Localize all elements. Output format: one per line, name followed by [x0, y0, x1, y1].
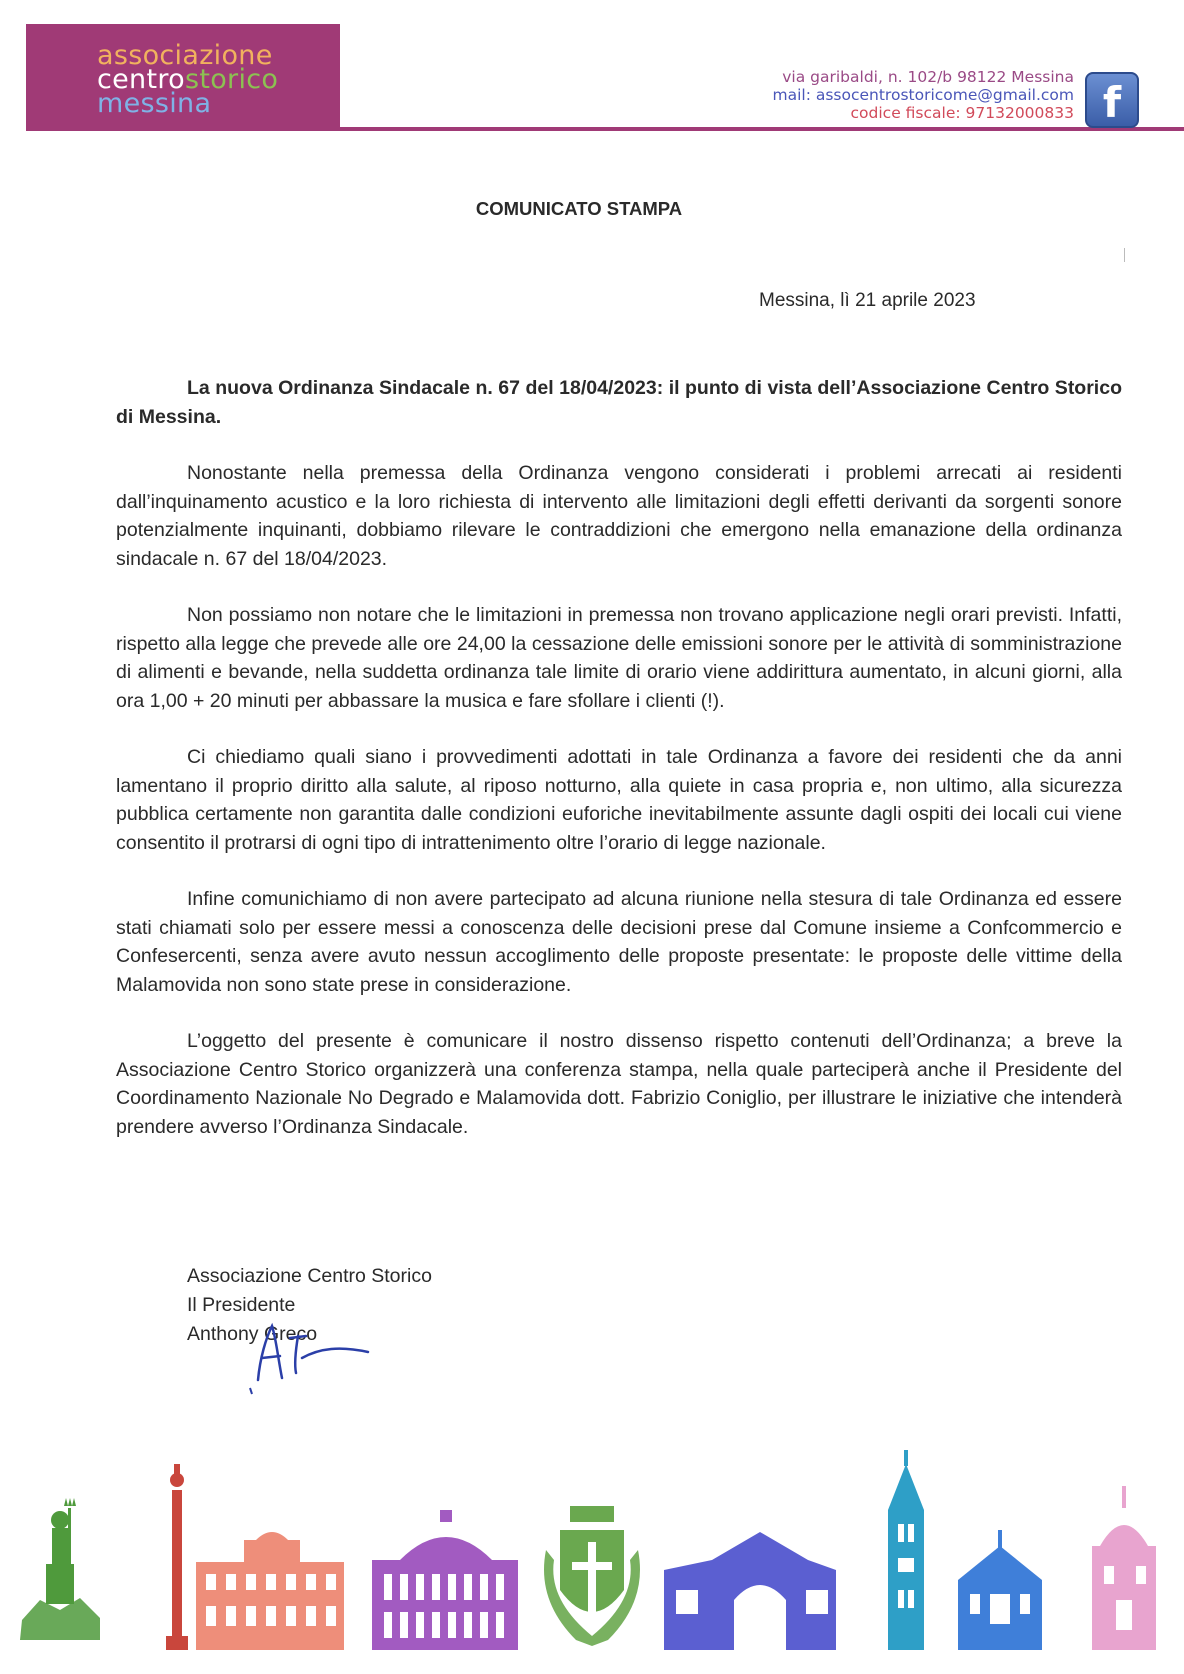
logo-line-3: messina	[97, 88, 212, 119]
skyline-coat-of-arms	[544, 1506, 640, 1646]
email-text: mail: assocentrostoricome@gmail.com	[772, 86, 1074, 104]
paragraph: Infine comunichiamo di non avere partecipato ad alcuna riunione nella stesura di tale Ordinanza ed essere stati chiamati solo per essere messi a conoscenza delle decisioni prese dal Comune insieme a Confcommercio e Confesercenti, senza avere avuto nessun accoglimento delle proposte presentate: le proposte delle vittime della Malamovida non sono state prese in considerazione.	[116, 888, 1122, 996]
skyline-palazzo	[196, 1532, 344, 1650]
skyline-column	[166, 1464, 188, 1650]
skyline-city-gate	[664, 1532, 836, 1650]
association-logo	[97, 40, 279, 119]
header-underline	[340, 127, 1184, 131]
skyline-illustration	[0, 1450, 1184, 1674]
skyline-rotunda	[372, 1510, 518, 1650]
skyline-neptune	[20, 1498, 100, 1640]
signature-name: Anthony Greco	[187, 1323, 318, 1345]
logo-line-1: associazione	[97, 40, 273, 71]
logo-line-2-b: storico	[184, 64, 279, 95]
scan-mark	[1124, 248, 1125, 262]
paragraph: L’oggetto del presente è comunicare il nostro dissenso rispetto contenuti dell’Ordinanza; a breve la Associazione Centro Storico organizzerà una conferenza stampa, nella quale parteciperà anche il Presidente del Coordinamento Nazionale No Degrado e Malamovida dott. Fabrizio Coniglio, per illustrare le iniziative che intenderà prendere avverso l’Ordinanza Sindacale.	[116, 1030, 1122, 1138]
signature-org: Associazione Centro Storico	[187, 1265, 432, 1287]
document-title: COMUNICATO STAMPA	[475, 198, 683, 219]
signature-role: Il Presidente	[187, 1294, 296, 1316]
signature-scribble	[230, 1318, 380, 1398]
address-text: via garibaldi, n. 102/b 98122 Messina	[782, 68, 1074, 86]
logo-line-2-a: centro	[97, 64, 185, 95]
document-date: Messina, lì 21 aprile 2023	[759, 290, 976, 311]
paragraph: Nonostante nella premessa della Ordinanza vengono considerati i problemi arrecati ai residenti dall’inquinamento acustico e la loro richiesta di intervento alle limitazioni degli effetti derivanti da sorgenti sonore potenzialmente inquinanti, dobbiamo rilevare le contraddizioni che emergono nella emanazione della ordinanza sindacale n. 67 del 18/04/2023.	[116, 462, 1122, 570]
skyline-church	[1092, 1486, 1156, 1650]
contact-block	[772, 68, 1074, 122]
paragraph: Ci chiediamo quali siano i provvedimenti adottati in tale Ordinanza a favore dei residenti che da anni lamentano il proprio diritto alla salute, al riposo notturno, alla quiete in casa propria e, non ultimo, alla sicurezza pubblica certamente non garantita dalle condizioni euforiche inevitabilmente assunte dagli ospiti dei locali cui viene consentito il protrarsi di ogni tipo di intrattenimento oltre l’orario di legge nazionale.	[116, 746, 1122, 854]
document-body	[116, 374, 1122, 1169]
fiscal-code-text: codice fiscale: 97132000833	[850, 104, 1074, 122]
paragraph: Non possiamo non notare che le limitazioni in premessa non trovano applicazione negli orari previsti. Infatti, rispetto alla legge che prevede alle ore 24,00 la cessazione delle emissioni sonore per le attività di somministrazione di alimenti e bevande, nella suddetta ordinanza tale limite di orario viene addirittura aumentato, in alcuni giorni, alla ora 1,00 + 20 minuti per abbassare la musica e fare sfollare i clienti (!).	[116, 604, 1122, 712]
skyline-bell-tower	[888, 1450, 924, 1650]
subject-heading: La nuova Ordinanza Sindacale n. 67 del 18/04/2023: il punto di vista dell’Associazione Centro Storico di Messina.	[116, 377, 1122, 428]
skyline-cathedral	[958, 1530, 1042, 1650]
facebook-icon: f	[1085, 72, 1139, 128]
